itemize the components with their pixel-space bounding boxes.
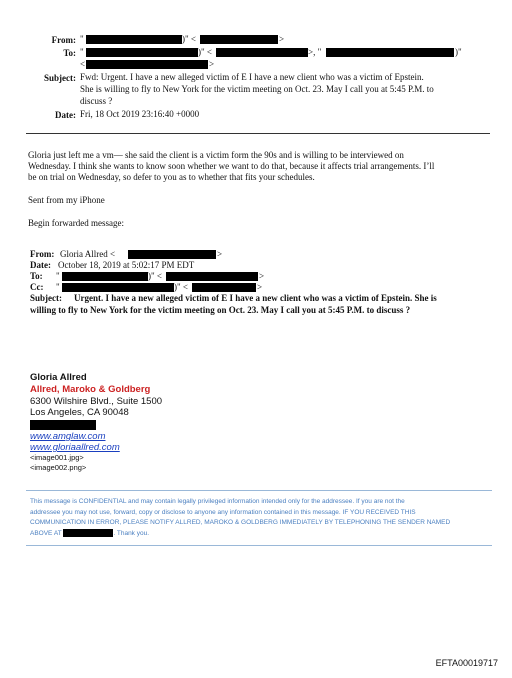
fwd-subject-line-1: Urgent. I have a new alleged victim of E I have a new client who was a victim of Epstein. She is (74, 293, 437, 303)
from-label: From: (51, 35, 76, 45)
fwd-subject-label: Subject: (30, 293, 62, 303)
redaction-block (86, 35, 182, 44)
disclaimer-line-4-start: ABOVE AT (30, 529, 62, 537)
body-line-2: Wednesday. I think she wants to know soon whether we want to do that, because it affects trial arrangements. I’ll (28, 161, 435, 171)
disclaimer-line-2: addressee you may not use, forward, copy or disclose to anyone any information contained in this message. IF YOU RECEIVED THIS (30, 508, 416, 516)
fwd-from-end: > (217, 249, 223, 259)
redaction-block (200, 35, 278, 44)
redaction-block (216, 48, 308, 57)
fwd-to-mid: )" < (148, 271, 162, 281)
date-label: Date: (55, 110, 76, 120)
redaction-block (62, 272, 148, 281)
to-line2-start: < (80, 59, 86, 69)
document-id: EFTA00019717 (435, 658, 498, 668)
disclaimer-line-1: This message is CONFIDENTIAL and may contain legally privileged information intended only for the addressee. If you are not the (30, 498, 405, 505)
redaction-block (86, 60, 208, 69)
from-end: > (279, 34, 285, 44)
disclaimer-line-4 (30, 529, 488, 540)
attachment-image001[interactable]: <image001.jpg> (30, 453, 84, 462)
redaction-block (128, 250, 216, 259)
fwd-to-quote: " (56, 271, 60, 281)
disclaimer-line-4-end: . Thank you. (113, 529, 150, 537)
signature-address-2: Los Angeles, CA 90048 (30, 407, 129, 418)
redaction-block (86, 48, 198, 57)
link-gloriaallred[interactable]: www.gloriaallred.com (30, 442, 120, 453)
from-mid: )" < (182, 34, 196, 44)
fwd-date-value: October 18, 2019 at 5:02:17 PM EDT (58, 260, 195, 270)
to-line2-end: > (209, 59, 215, 69)
signature-address-1: 6300 Wilshire Blvd., Suite 1500 (30, 396, 163, 407)
fwd-subject-line-2: willing to fly to New York for the victim meeting on Oct. 23. May I call you at 5:45 P.M. to discuss ? (30, 305, 411, 315)
to-end: )" (455, 47, 462, 57)
fwd-to-end: > (259, 271, 265, 281)
to-quote: " (80, 47, 84, 57)
subject-line-2: She is willing to fly to New York for the victim meeting on Oct. 23. May I call you at 5:45 P.M. to (80, 84, 434, 94)
begin-forwarded: Begin forwarded message: (28, 218, 124, 228)
fwd-cc-quote: " (56, 282, 60, 292)
disclaimer-line-3: COMMUNICATION IN ERROR, PLEASE NOTIFY ALLRED, MAROKO & GOLDBERG IMMEDIATELY BY TELEPHONING THE SENDER NAMED (30, 519, 451, 526)
redaction-block (166, 272, 258, 281)
fwd-cc-end: > (257, 282, 263, 292)
to-mid2: >, " (308, 47, 322, 57)
disclaimer-top-rule (26, 490, 492, 491)
disclaimer (30, 497, 488, 539)
redaction-block (192, 283, 256, 292)
sent-from: Sent from my iPhone (28, 195, 105, 205)
fwd-from-name: Gloria Allred < (60, 249, 116, 259)
header-divider (26, 133, 490, 134)
fwd-to-label: To: (30, 271, 43, 281)
date-value: Fri, 18 Oct 2019 23:16:40 +0000 (80, 109, 200, 119)
link-amglaw[interactable]: www.amglaw.com (30, 431, 106, 442)
subject-label: Subject: (44, 73, 76, 83)
signature-name: Gloria Allred (30, 372, 87, 383)
redaction-block (30, 420, 96, 430)
attachment-image002[interactable]: <image002.png> (30, 463, 87, 472)
to-label: To: (63, 48, 76, 58)
fwd-cc-mid: )" < (174, 282, 188, 292)
fwd-date-label: Date: (30, 260, 51, 270)
from-quote: " (80, 34, 84, 44)
signature-firm: Allred, Maroko & Goldberg (30, 384, 151, 395)
redaction-block (63, 529, 113, 537)
body-line-3: be on trial on Wednesday, so defer to you as to whether that fits your schedules. (28, 172, 315, 182)
redaction-block (326, 48, 454, 57)
redaction-block (62, 283, 174, 292)
subject-line-3: discuss ? (80, 96, 113, 106)
to-mid: )" < (198, 47, 212, 57)
disclaimer-bottom-rule (26, 545, 492, 546)
subject-line-1: Fwd: Urgent. I have a new alleged victim of E I have a new client who was a victim of Epstein. (80, 72, 424, 82)
fwd-cc-label: Cc: (30, 282, 44, 292)
body-line-1: Gloria just left me a vm— she said the client is a victim form the 90s and is willing to be interviewed on (28, 150, 404, 160)
fwd-from-label: From: (30, 249, 55, 259)
